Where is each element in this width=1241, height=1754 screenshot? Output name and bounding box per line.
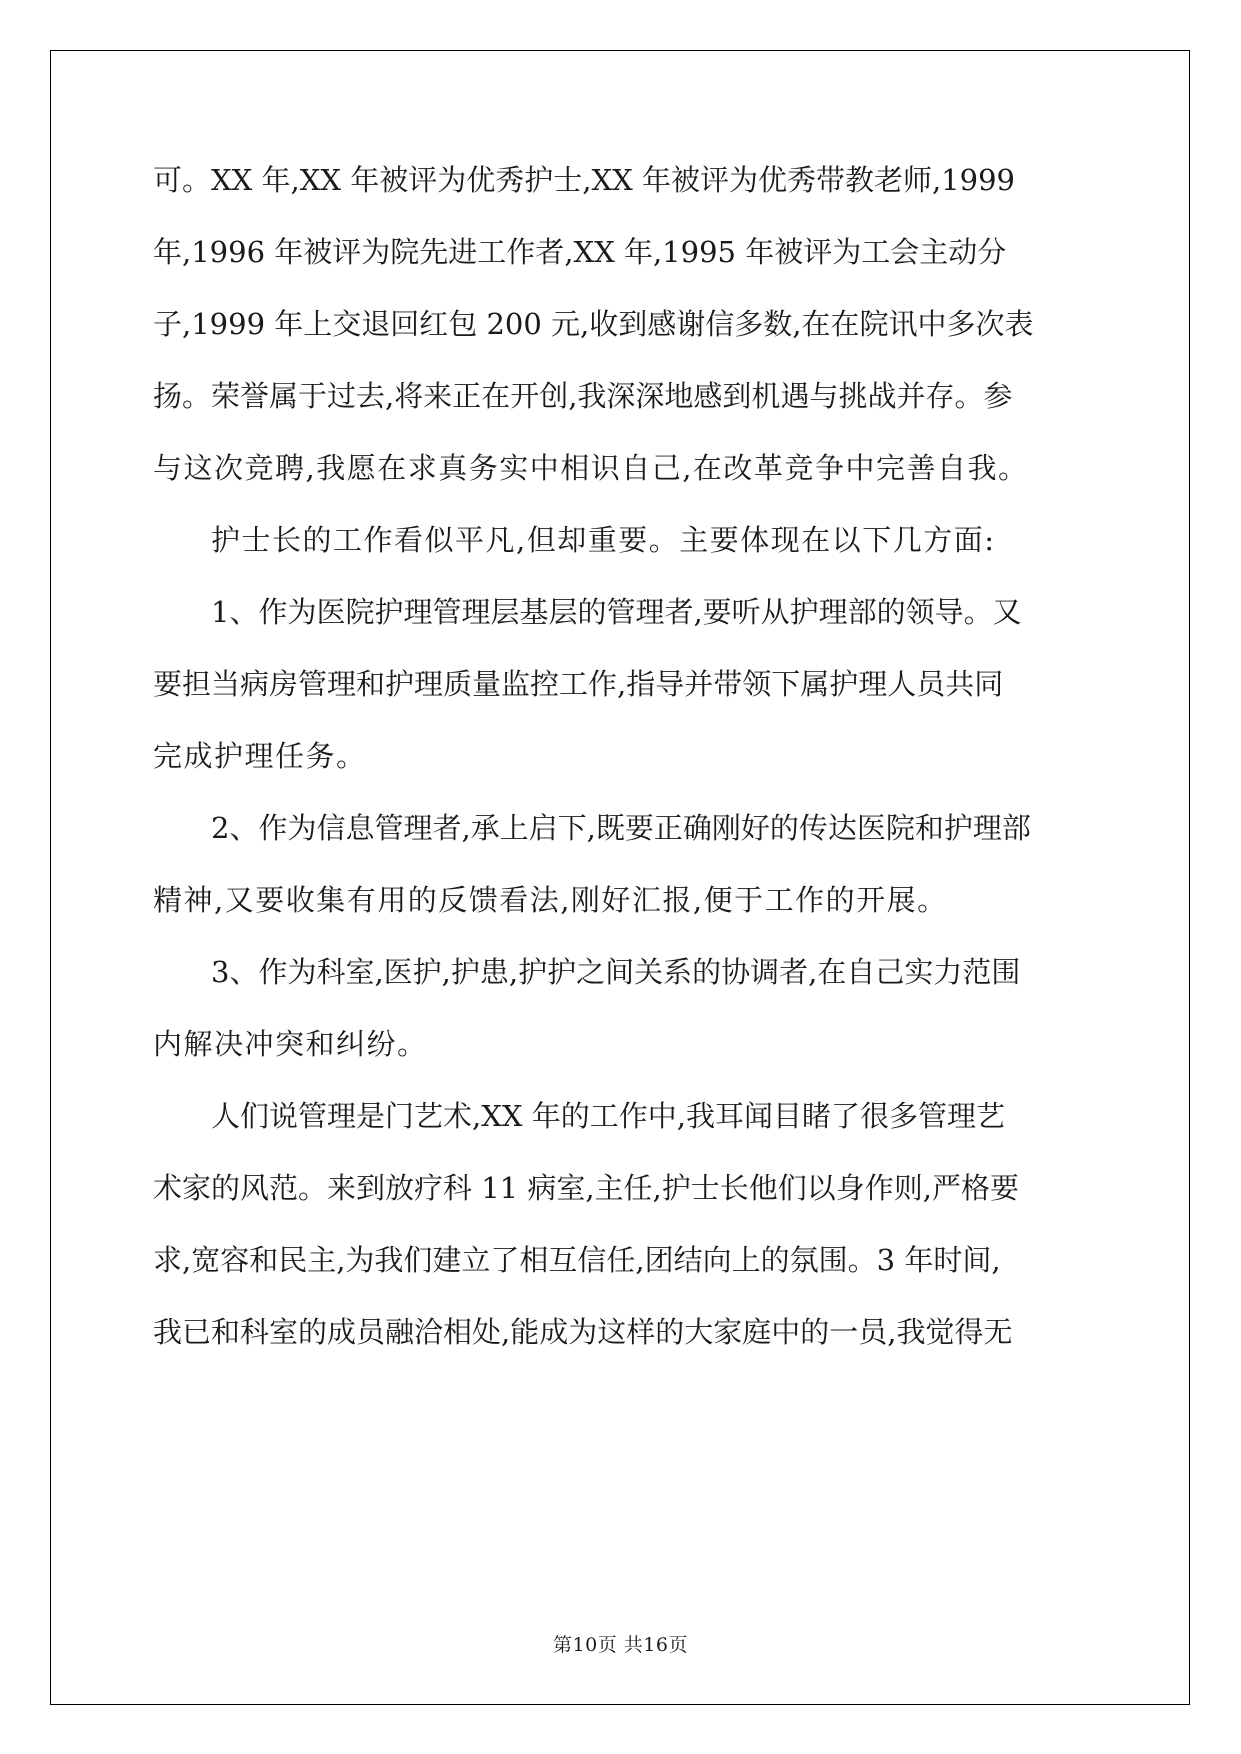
text-line: 精神,又要收集有用的反馈看法,刚好汇报,便于工作的开展。 xyxy=(153,883,948,917)
text-line: 完成护理任务。 xyxy=(153,739,367,773)
text-line: 要担当病房管理和护理质量监控工作,指导并带领下属护理人员共同 xyxy=(153,667,1004,701)
paragraph-start: 3、作为科室,医护,护患,护护之间关系的协调者,在自己实力范围 xyxy=(211,955,1021,989)
page-border xyxy=(50,50,1190,1705)
text-line: 与这次竞聘,我愿在求真务实中相识自己,在改革竞争中完善自我。 xyxy=(153,451,1029,485)
paragraph-start: 2、作为信息管理者,承上启下,既要正确刚好的传达医院和护理部 xyxy=(211,811,1031,845)
text-line: 扬。荣誉属于过去,将来正在开创,我深深地感到机遇与挑战并存。参 xyxy=(153,379,1013,413)
text-line: 可。XX 年,XX 年被评为优秀护士,XX 年被评为优秀带教老师,1999 xyxy=(153,163,1015,197)
paragraph-start: 1、作为医院护理管理层基层的管理者,要听从护理部的领导。又 xyxy=(211,595,1022,629)
text-line: 年,1996 年被评为院先进工作者,XX 年,1995 年被评为工会主动分 xyxy=(153,235,1007,269)
text-line: 术家的风范。来到放疗科 11 病室,主任,护士长他们以身作则,严格要 xyxy=(153,1171,1019,1205)
text-line: 求,宽容和民主,为我们建立了相互信任,团结向上的氛围。3 年时间, xyxy=(153,1243,1001,1277)
text-line: 我已和科室的成员融洽相处,能成为这样的大家庭中的一员,我觉得无 xyxy=(153,1315,1013,1349)
text-line: 内解决冲突和纠纷。 xyxy=(153,1027,428,1061)
paragraph-start: 人们说管理是门艺术,XX 年的工作中,我耳闻目睹了很多管理艺 xyxy=(211,1099,1005,1133)
paragraph-start: 护士长的工作看似平凡,但却重要。主要体现在以下几方面: xyxy=(211,523,996,557)
text-line: 子,1999 年上交退回红包 200 元,收到感谢信多数,在在院讯中多次表 xyxy=(153,307,1034,341)
page-number: 第10页 共16页 xyxy=(553,1634,688,1656)
